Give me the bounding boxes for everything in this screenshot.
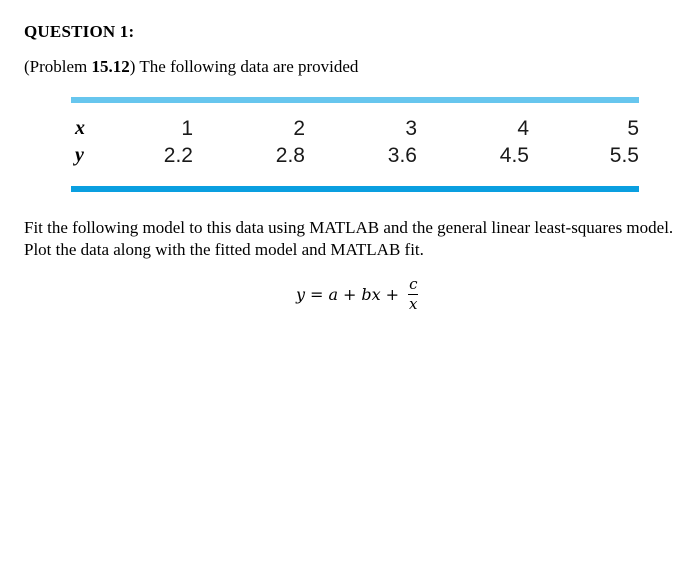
- table-bottom-rule: [71, 186, 639, 192]
- equation-term-a: a: [328, 284, 338, 304]
- y-variable-label: y: [75, 144, 84, 166]
- equation-plus-1: +: [343, 284, 357, 304]
- fraction-numerator: c: [409, 274, 418, 293]
- equation-equals: =: [310, 284, 324, 304]
- y-value-2: 2.8: [275, 144, 305, 167]
- model-equation: [296, 270, 418, 318]
- problem-number: 15.12: [91, 57, 130, 76]
- table-top-rule: [71, 97, 639, 103]
- x-value-1: 1: [181, 117, 193, 140]
- y-value-5: 5.5: [609, 144, 639, 167]
- y-value-1: 2.2: [163, 144, 193, 167]
- equation-term-bx: bx: [361, 284, 381, 304]
- y-value-3: 3.6: [387, 144, 417, 167]
- question-heading: QUESTION 1:: [24, 22, 135, 41]
- x-value-3: 3: [405, 117, 417, 140]
- instructions-paragraph: [24, 217, 694, 261]
- table-row-x: [71, 117, 639, 143]
- intro-suffix: ) The following data are provided: [129, 57, 359, 76]
- equation-plus-2: +: [385, 284, 400, 304]
- instructions-line-1: Fit the following model to this data using MATLAB and the general linear least-squares model.: [24, 218, 674, 237]
- equation-fraction: [408, 276, 418, 313]
- fraction-denominator: x: [409, 294, 418, 313]
- intro-prefix: (Problem: [24, 57, 92, 76]
- x-value-4: 4: [517, 117, 529, 140]
- equation-lhs: y: [296, 284, 306, 304]
- y-value-4: 4.5: [499, 144, 529, 167]
- x-value-5: 5: [627, 117, 639, 140]
- table-row-y: [71, 144, 639, 170]
- instructions-line-2: Plot the data along with the fitted model and MATLAB fit.: [24, 240, 424, 259]
- x-variable-label: x: [75, 117, 85, 139]
- problem-intro: [24, 57, 358, 77]
- x-value-2: 2: [293, 117, 305, 140]
